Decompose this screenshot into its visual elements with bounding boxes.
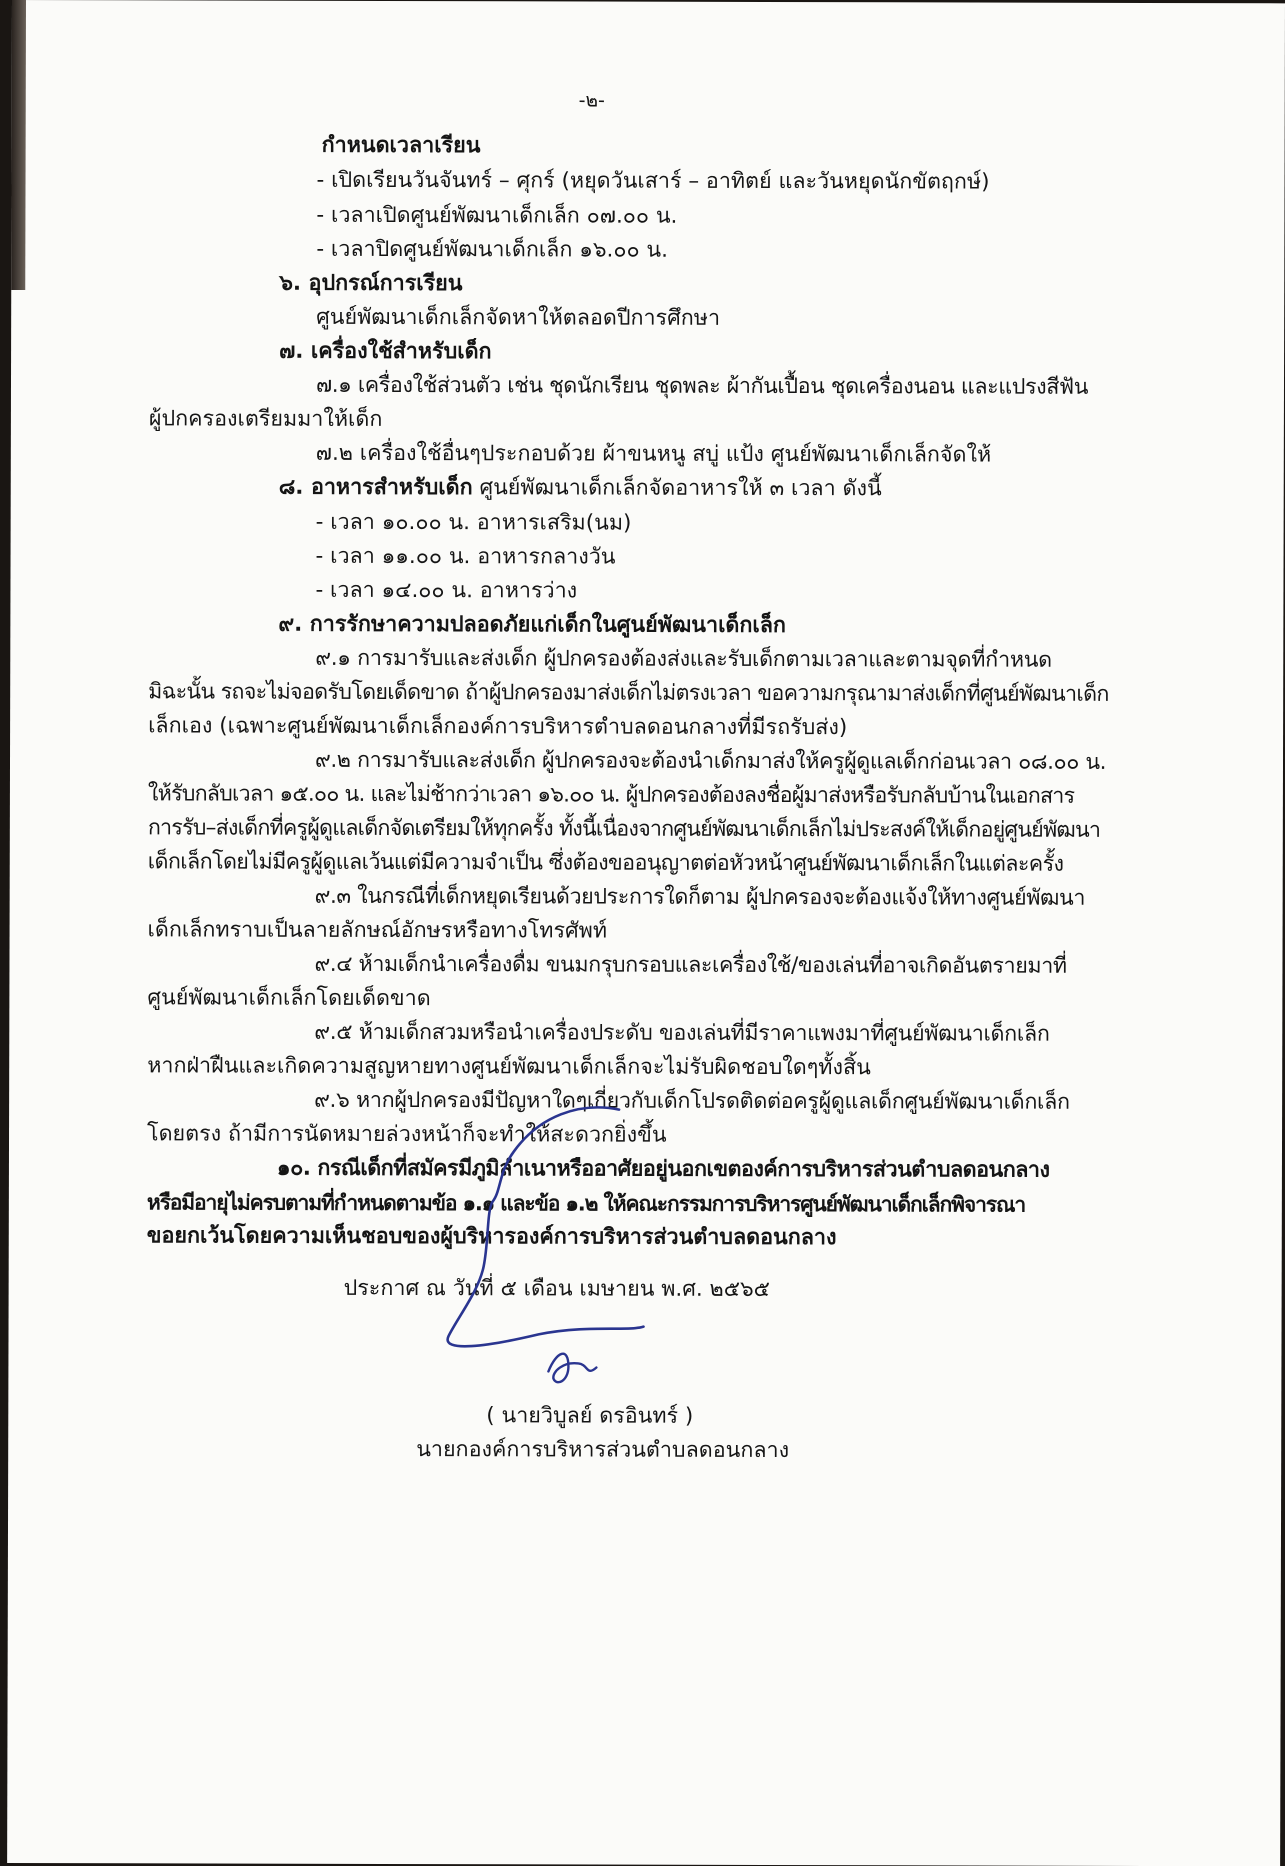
section-9-text: ๙.๓ ในกรณีที่เด็กหยุดเรียนด้วยประการใดก็ตาม ผู้ปกครองจะต้องแจ้งให้ทางศูนย์พัฒนา bbox=[314, 883, 1086, 911]
section-9-text: ๙.๒ การมารับและส่งเด็ก ผู้ปกครองจะต้องนำเด็กมาส่งให้ครูผู้ดูแลเด็กก่อนเวลา ๐๘.๐๐ น. bbox=[314, 747, 1107, 775]
meal-time: - เวลา ๑๑.๐๐ น. อาหารกลางวัน bbox=[315, 543, 616, 570]
section-10-text: ขอยกเว้นโดยความเห็นชอบของผู้บริหารองค์การบริหารส่วนตำบลดอนกลาง bbox=[146, 1223, 837, 1251]
page-shadow bbox=[11, 0, 26, 290]
section-9-text: โดยตรง ถ้ามีการนัดหมายล่วงหน้าก็จะทำให้สะดวกยิ่งขึ้น bbox=[146, 1121, 667, 1148]
section-9-text: ให้รับกลับเวลา ๑๕.๐๐ น. และไม่ช้ากว่าเวลา ๑๖.๐๐ น. ผู้ปกครองต้องลงชื่อผู้มาส่งหรือรับกลับบ้านในเอกสาร bbox=[147, 781, 1075, 809]
section-7-text: ผู้ปกครองเตรียมมาให้เด็ก bbox=[148, 406, 383, 432]
section-9-text: ๙.๕ ห้ามเด็กสวมหรือนำเครื่องประดับ ของเล่นที่มีราคาแพงมาที่ศูนย์พัฒนาเด็กเล็ก bbox=[314, 1019, 1050, 1047]
signature-image bbox=[428, 1091, 689, 1422]
section-8-heading-line bbox=[279, 473, 882, 505]
section-9-text: ๙.๑ การมารับและส่งเด็ก ผู้ปกครองต้องส่งและรับเด็กตามเวลาและตามจุดที่กำหนด bbox=[315, 645, 1052, 673]
section-7-text: ๗.๑ เครื่องใช้ส่วนตัว เช่น ชุดนักเรียน ชุดพละ ผ้ากันเปื้อน ชุดเครื่องนอน และแปรงสีฟัน bbox=[315, 372, 1089, 400]
schedule-item: - เวลาเปิดศูนย์พัฒนาเด็กเล็ก ๐๗.๐๐ น. bbox=[316, 202, 678, 229]
meal-time: - เวลา ๑๔.๐๐ น. อาหารว่าง bbox=[315, 577, 578, 604]
section-9-text: หากฝ่าฝืนและเกิดความสูญหายทางศูนย์พัฒนาเด็กเล็กจะไม่รับผิดชอบใดๆทั้งสิ้น bbox=[147, 1053, 871, 1081]
schedule-heading: กำหนดเวลาเรียน bbox=[321, 132, 481, 159]
signer-name: ( นายวิบูลย์ ดรอินทร์ ) bbox=[486, 1403, 694, 1429]
section-9-text: เล็กเอง (เฉพาะศูนย์พัฒนาเด็กเล็กองค์การบริหารตำบลดอนกลางที่มีรถรับส่ง) bbox=[148, 713, 848, 741]
schedule-item: - เปิดเรียนวันจันทร์ – ศุกร์ (หยุดวันเสาร์ – อาทิตย์ และวันหยุดนักขัตฤกษ์) bbox=[316, 167, 990, 195]
page-number: -๒- bbox=[578, 89, 605, 112]
section-9-text: เด็กเล็กทราบเป็นลายลักษณ์อักษรหรือทางโทรศัพท์ bbox=[147, 917, 608, 944]
section-9-text: ๙.๖ หากผู้ปกครองมีปัญหาใดๆเกี่ยวกับเด็กโปรดติดต่อครูผู้ดูแลเด็กศูนย์พัฒนาเด็กเล็ก bbox=[314, 1087, 1070, 1115]
meal-time: - เวลา ๑๐.๐๐ น. อาหารเสริม(นม) bbox=[315, 509, 632, 536]
signer-title: นายกองค์การบริหารส่วนตำบลดอนกลาง bbox=[416, 1437, 790, 1464]
document-page bbox=[7, 0, 1285, 1866]
section-6-heading: ๖. อุปกรณ์การเรียน bbox=[279, 270, 463, 297]
schedule-item: - เวลาปิดศูนย์พัฒนาเด็กเล็ก ๑๖.๐๐ น. bbox=[316, 236, 669, 263]
section-9-text: ๙.๔ ห้ามเด็กนำเครื่องดื่ม ขนมกรุบกรอบและเครื่องใช้/ของเล่นที่อาจเกิดอันตรายมาที่ bbox=[314, 951, 1067, 979]
section-10-text: ๑๐. กรณีเด็กที่สมัครมีภูมิลำเนาหรืออาศัยอยู่นอกเขตองค์การบริหารส่วนตำบลดอนกลาง bbox=[276, 1155, 1050, 1183]
section-7-text: ๗.๒ เครื่องใช้อื่นๆประกอบด้วย ผ้าขนหนู สบู่ แป้ง ศูนย์พัฒนาเด็กเล็กจัดให้ bbox=[315, 440, 992, 468]
section-9-text: เด็กเล็กโดยไม่มีครูผู้ดูแลเว้นแต่มีความจำเป็น ซึ่งต้องขออนุญาตต่อหัวหน้าศูนย์พัฒนาเด็กเล็กในแต่ละครั้ง bbox=[147, 849, 1064, 877]
section-9-text: มิฉะนั้น รถจะไม่จอดรับโดยเด็ดขาด ถ้าผู้ปกครองมาส่งเด็กไม่ตรงเวลา ขอความกรุณามาส่งเด็กที่ศูนย์พัฒนาเด็ก bbox=[148, 679, 1109, 707]
section-8-heading-rest: ศูนย์พัฒนาเด็กเล็กจัดอาหารให้ ๓ เวลา ดังนี้ bbox=[472, 475, 882, 502]
section-7-heading: ๗. เครื่องใช้สำหรับเด็ก bbox=[279, 338, 492, 365]
section-9-heading: ๙. การรักษาความปลอดภัยแก่เด็กในศูนย์พัฒนาเด็กเล็ก bbox=[278, 611, 786, 639]
section-9-text: การรับ–ส่งเด็กที่ครูผู้ดูแลเด็กจัดเตรียมให้ทุกครั้ง ทั้งนี้เนื่องจากศูนย์พัฒนาเด็กเล็กไม่ประสงค์ให้เด็กอยู่ศูนย์พัฒนา bbox=[147, 815, 1101, 843]
section-9-text: ศูนย์พัฒนาเด็กเล็กโดยเด็ดขาด bbox=[147, 985, 431, 1012]
section-6-text: ศูนย์พัฒนาเด็กเล็กจัดหาให้ตลอดปีการศึกษา bbox=[316, 304, 721, 331]
section-10-text: หรือมีอายุไม่ครบตามที่กำหนดตามข้อ ๑.๑ และข้อ ๑.๒ ให้คณะกรรมการบริหารศูนย์พัฒนาเด็กเล็กพิจารณา bbox=[146, 1190, 1026, 1217]
section-8-heading: ๘. อาหารสำหรับเด็ก bbox=[278, 474, 473, 501]
announcement-date: ประกาศ ณ วันที่ ๕ เดือน เมษายน พ.ศ. ๒๕๖๕ bbox=[343, 1275, 770, 1302]
